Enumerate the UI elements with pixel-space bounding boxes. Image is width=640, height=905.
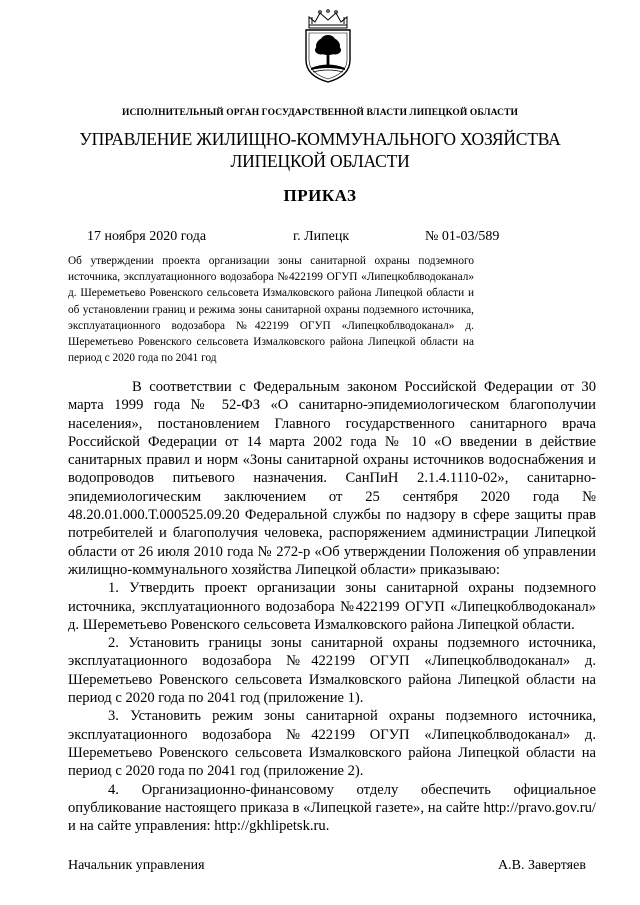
order-item-3: 3. Установить режим зоны санитарной охраны подземного источника, эксплуатационного водозабора №422199 ОГУП «Липецкоблводоканал» д. Шереметьево Ровенского сельсовета Измалковского района Липецкой области на период с 2020 года по 2041 год (приложение 2).: [68, 708, 596, 780]
preamble: В соответствии с Федеральным законом Российской Федерации от 30 марта 1999 года № 52-ФЗ «О санитарно-эпидемиологическом благополучии населения», постановлением Главного государственного санитарного врача Российской Федерации от 14 марта 2002 года № 10 «О введении в действие санитарных правил и норм «Зоны санитарной охраны источников водоснабжения и водопроводов питьевого назначения. СанПиН 2.1.4.1110-02», санитарно-эпидемиологическим заключением от 25 сентября 2020 года № 48.20.01.000.Т.000525.09.20 Федеральной службы по надзору в сфере защиты прав потребителей и благополучия человека, распоряжением администрации Липецкой области от 26 июля 2010 года № 272-р «Об утверждении Положения об управлении жилищно-коммунального хозяйства Липецкой области» приказываю:: [68, 379, 596, 578]
document-subject: Об утверждении проекта организации зоны санитарной охраны подземного источника, эксплуатационного водозабора №422199 ОГУП «Липецкоблводоканал» д. Шереметьево Ровенского сельсовета Измалковского района Липецкой области и об установлении границ и режима зоны санитарной охраны подземного источника, эксплуатационного водозабора №422199 ОГУП «Липецкоблводоканал» д. Шереметьево Ровенского сельсовета Измалковского района Липецкой области на период с 2020 года по 2041 год: [68, 255, 474, 365]
document-number: № 01-03/589: [425, 229, 500, 244]
document-body: [68, 378, 596, 835]
document-date: 17 ноября 2020 года: [87, 229, 207, 244]
document-type: ПРИКАЗ: [283, 186, 357, 205]
issuing-authority: ИСПОЛНИТЕЛЬНЫЙ ОРГАН ГОСУДАРСТВЕННОЙ ВЛАСТИ ЛИПЕЦКОЙ ОБЛАСТИ: [121, 108, 519, 118]
coat-of-arms-icon: [297, 8, 359, 84]
department-line-2: ЛИПЕЦКОЙ ОБЛАСТИ: [230, 151, 410, 171]
order-item-2: 2. Установить границы зоны санитарной охраны подземного источника, эксплуатационного водозабора №422199 ОГУП «Липецкоблводоканал» д. Шереметьево Ровенского сельсовета Измалковского района Липецкой области на период с 2020 года по 2041 год (приложение 1).: [68, 635, 596, 707]
order-item-1: 1. Утвердить проект организации зоны санитарной охраны подземного источника, эксплуатационного водозабора №422199 ОГУП «Липецкоблводоканал» д. Шереметьево Ровенского сельсовета Измалковского района Липецкой области.: [68, 580, 596, 633]
signatory-name: А.В. Завертяев: [498, 858, 586, 873]
document-city: г. Липецк: [293, 229, 350, 244]
department-name: [0, 128, 640, 172]
department-line-1: УПРАВЛЕНИЕ ЖИЛИЩНО-КОММУНАЛЬНОГО ХОЗЯЙСТВА: [79, 129, 561, 149]
signatory-title: Начальник управления: [68, 858, 205, 873]
order-item-4: 4. Организационно-финансовому отделу обеспечить официальное опубликование настоящего приказа в «Липецкой газете», на сайте http://pravo.gov.ru/ и на сайте управления: http://gkhlipetsk.ru.: [68, 781, 596, 835]
